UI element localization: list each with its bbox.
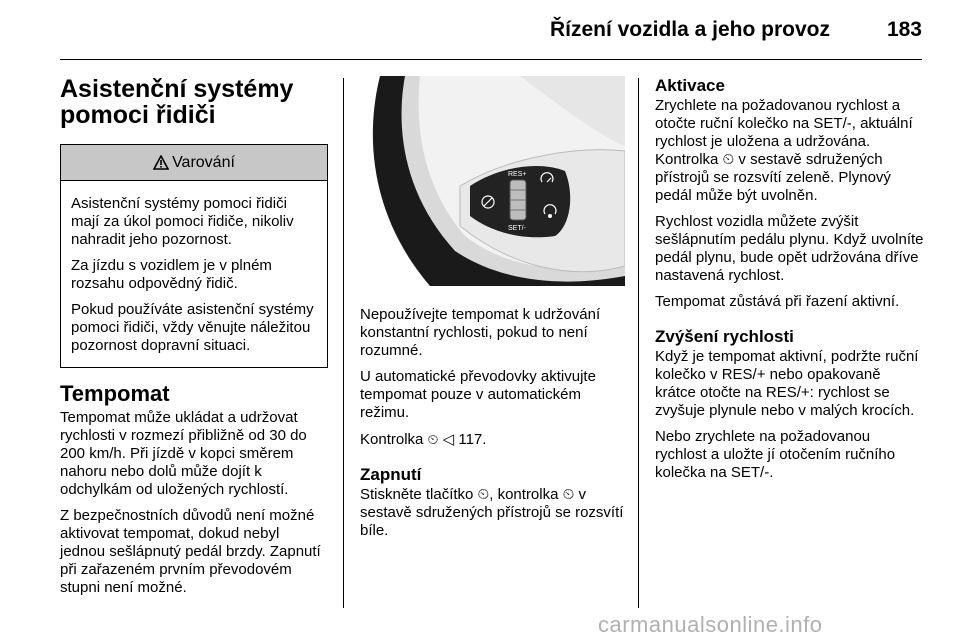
warning-text-3: Pokud používáte asistenční systémy pomoci řidiči, vždy věnujte náležitou pozornost dopravní situaci.: [71, 301, 314, 354]
column-2: [360, 76, 625, 548]
zvyseni-paragraph-2: Nebo zrychlete na požadovanou rychlost a uložte jí otočením ručního kolečka na SET/-.: [655, 428, 896, 481]
warning-text-2: Za jízdu s vozidlem je v plném rozsahu odpovědný řidič.: [71, 257, 272, 292]
page-header: [60, 18, 922, 48]
aktivace-paragraph-1: Zrychlete na požadovanou rychlost a otočte ruční kolečko na SET/-, aktuální rychlost je uložena a udržována. Kontrolka ⏲ v sestavě sdružených přístrojů se rozsvítí zeleně. Plynový pedál může být uvolněn.: [655, 97, 913, 204]
column-1: [60, 76, 328, 605]
tempomat-paragraph-1: Tempomat může ukládat a udržovat rychlosti v rozmezí přibližně od 30 do 200 km/h. Při jízdě v kopci směrem nahoru nebo dolů může dojít k odchylkám od uložených rychlostí.: [60, 409, 307, 498]
tempomat-paragraph-2: Z bezpečnostních důvodů není možné aktivovat tempomat, dokud nebyl jednou sešlápnutý pedál brzdy. Zapnutí při zařazeném prvním převodovém stupni není možné.: [60, 507, 321, 596]
chapter-title: Řízení vozidla a jeho provoz: [549, 18, 830, 41]
page-number: 183: [886, 18, 922, 41]
section-heading: Asistenční systémy pomoci řidiči: [60, 75, 294, 129]
zvyseni-heading: Zvýšení rychlosti: [655, 327, 794, 346]
col2-paragraph-3: Kontrolka ⏲ ◁ 117.: [360, 431, 487, 448]
warning-text-1: Asistenční systémy pomoci řidiči mají za úkol pomoci řidiče, nikoliv nahradit jeho pozornost.: [71, 195, 294, 248]
aktivace-paragraph-3: Tempomat zůstává při řazení aktivní.: [655, 293, 900, 310]
column-divider-2: [638, 78, 639, 608]
zvyseni-paragraph-1: Když je tempomat aktivní, podržte ruční kolečko v RES/+ nebo opakovaně krátce otočte na RES/+: rychlost se zvyšuje plynule nebo v malých krocích.: [655, 348, 919, 419]
set-label: SET/-: [508, 225, 526, 232]
header-divider: [60, 59, 922, 60]
watermark: carmanualsonline.info: [598, 612, 823, 637]
steering-wheel-photo: [360, 76, 625, 288]
column-3: [655, 76, 925, 490]
warning-triangle-icon: [153, 155, 169, 170]
warning-header: [61, 145, 327, 181]
res-label: RES+: [508, 171, 527, 178]
aktivace-heading: Aktivace: [655, 76, 725, 95]
aktivace-paragraph-2: Rychlost vozidla můžete zvýšit sešlápnutím pedálu plynu. Když uvolníte pedál plynu, bude opět udržována dříve nastavená rychlost.: [655, 213, 924, 284]
warning-title: Varování: [172, 153, 235, 171]
cruise-indicator-icon: ⏲: [427, 431, 439, 447]
zapnuti-heading: Zapnutí: [360, 465, 422, 484]
zapnuti-paragraph: Stiskněte tlačítko ⏲, kontrolka ⏲ v sestavě sdružených přístrojů se rozsvítí bíle.: [360, 486, 624, 539]
warning-body: [61, 181, 327, 367]
col2-paragraph-1: Nepoužívejte tempomat k udržování konstantní rychlosti, pokud to není rozumné.: [360, 306, 601, 359]
tempomat-heading: Tempomat: [60, 381, 170, 406]
warning-box: [60, 144, 328, 368]
page-reference-icon: ◁: [442, 431, 455, 448]
col2-paragraph-2: U automatické převodovky aktivujte tempomat pouze v automatickém režimu.: [360, 368, 596, 421]
column-divider-1: [343, 78, 344, 608]
